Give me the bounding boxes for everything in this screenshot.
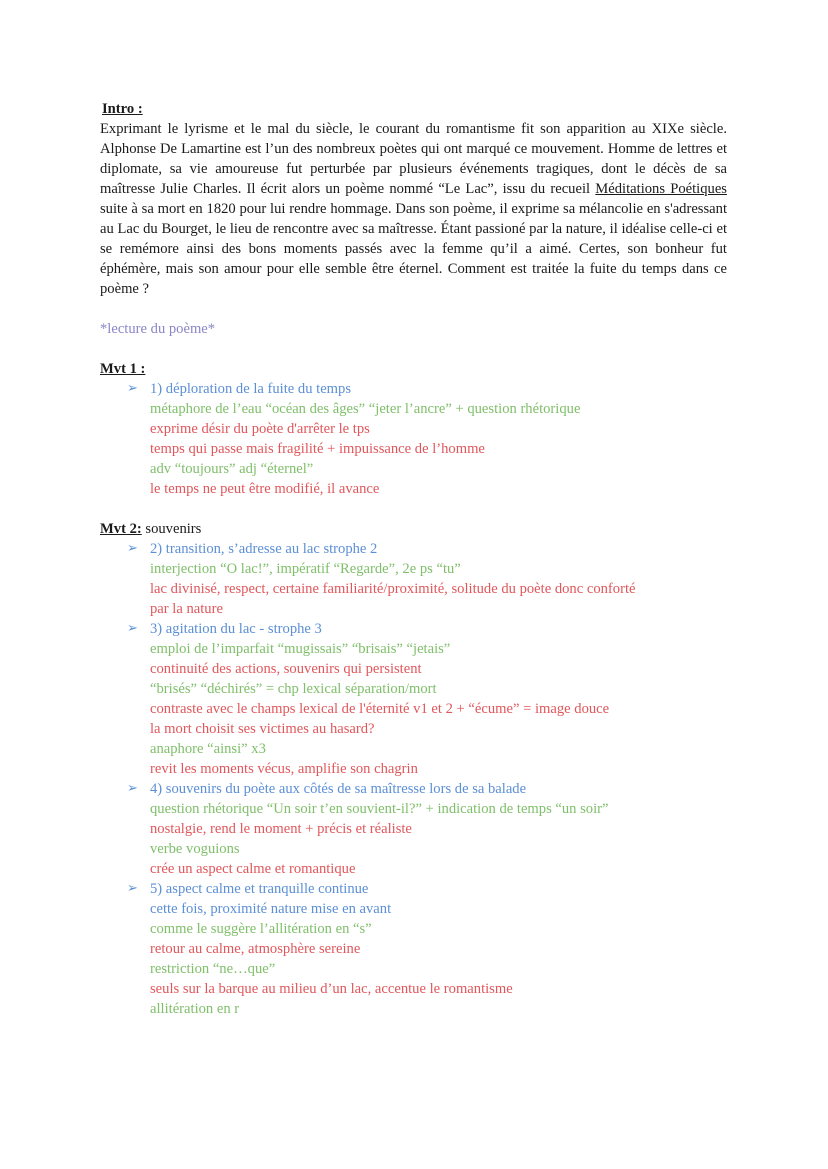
mvt2-items <box>100 539 727 1019</box>
arrow-bullet-icon: ➢ <box>127 781 138 796</box>
note-line: emploi de l’imparfait “mugissais” “brisais” “jetais” <box>150 641 451 657</box>
note-line: par la nature <box>150 601 223 617</box>
mvt1-heading: Mvt 1 : <box>100 361 146 377</box>
intro-paragraph <box>100 119 727 299</box>
note-line: contraste avec le champs lexical de l'éternité v1 et 2 + “écume” = image douce <box>150 701 610 717</box>
mvt2-item-4: ➢ 4) souvenirs du poète aux côtés de sa maîtresse lors de sa balade <box>127 781 527 797</box>
collection-title-link: Méditations Poétiques <box>595 181 727 197</box>
note-line: retour au calme, atmosphère sereine <box>150 941 361 957</box>
mvt1-item-1: ➢ 1) déploration de la fuite du temps <box>127 381 352 397</box>
mvt1-items <box>100 379 727 499</box>
arrow-bullet-icon: ➢ <box>127 621 138 636</box>
mvt2-item-2: ➢ 2) transition, s’adresse au lac strophe 2 <box>127 541 378 557</box>
note-line: verbe voguions <box>150 841 240 857</box>
note-line: revit les moments vécus, amplifie son chagrin <box>150 761 418 777</box>
intro-heading: Intro : <box>102 101 143 117</box>
note-line: le temps ne peut être modifié, il avance <box>150 481 380 497</box>
mvt2-item-3: ➢ 3) agitation du lac - strophe 3 <box>127 621 322 637</box>
note-line: cette fois, proximité nature mise en avant <box>150 901 392 917</box>
note-line: “brisés” “déchirés” = chp lexical séparation/mort <box>150 681 437 697</box>
note-line: la mort choisit ses victimes au hasard? <box>150 721 375 737</box>
note-line: lac divinisé, respect, certaine familiarité/proximité, solitude du poète donc conforté <box>150 581 636 597</box>
mvt2-item-5: ➢ 5) aspect calme et tranquille continue <box>127 881 369 897</box>
document-page <box>100 99 727 1019</box>
note-line: seuls sur la barque au milieu d’un lac, accentue le romantisme <box>150 981 513 997</box>
note-line: nostalgie, rend le moment + précis et réaliste <box>150 821 412 837</box>
note-line: restriction “ne…que” <box>150 961 276 977</box>
intro-text-part-2: suite à sa mort en 1820 pour lui rendre hommage. Dans son poème, il exprime sa mélancolie en s'adressant au Lac du Bourget, le lieu de rencontre avec sa maîtresse. Étant passioné par la nature, il idéalise celle-ci et se remémore ainsi des bons moments passés avec la femme qu’il a aimé. Certes, son bonheur fut éphémère, mais son amour pour elle semble être éternel. Comment est traitée la fuite du temps dans ce poème ? <box>100 201 727 297</box>
note-line: crée un aspect calme et romantique <box>150 861 356 877</box>
note-line: allitération en r <box>150 1001 240 1017</box>
mvt2-heading: Mvt 2: <box>100 521 142 537</box>
arrow-bullet-icon: ➢ <box>127 881 138 896</box>
mvt2-heading-line <box>100 519 727 539</box>
arrow-bullet-icon: ➢ <box>127 541 138 556</box>
note-line: adv “toujours” adj “éternel” <box>150 461 314 477</box>
note-line: temps qui passe mais fragilité + impuissance de l’homme <box>150 441 485 457</box>
intro-text-part-1: Exprimant le lyrisme et le mal du siècle, le courant du romantisme fit son apparition au XIXe siècle. Alphonse De Lamartine est l’un des nombreux poètes qui ont marqué ce mouvement. Homme de lettres et diplomate, sa vie amoureuse fut perturbée par plusieurs événements tragiques, dont le décès de sa maîtresse Julie Charles. Il écrit alors un poème nommé “Le Lac”, issu du recueil <box>100 121 727 197</box>
note-line: comme le suggère l’allitération en “s” <box>150 921 372 937</box>
arrow-bullet-icon: ➢ <box>127 381 138 396</box>
reading-note: *lecture du poème* <box>100 321 216 337</box>
mvt2-subtitle: souvenirs <box>141 521 202 537</box>
note-line: exprime désir du poète d'arrêter le tps <box>150 421 370 437</box>
note-line: métaphore de l’eau “océan des âges” “jeter l’ancre” + question rhétorique <box>150 401 581 417</box>
note-line: interjection “O lac!”, impératif “Regarde”, 2e ps “tu” <box>150 561 461 577</box>
note-line: question rhétorique “Un soir t’en souvient-il?” + indication de temps “un soir” <box>150 801 609 817</box>
note-line: continuité des actions, souvenirs qui persistent <box>150 661 422 677</box>
note-line: anaphore “ainsi” x3 <box>150 741 266 757</box>
